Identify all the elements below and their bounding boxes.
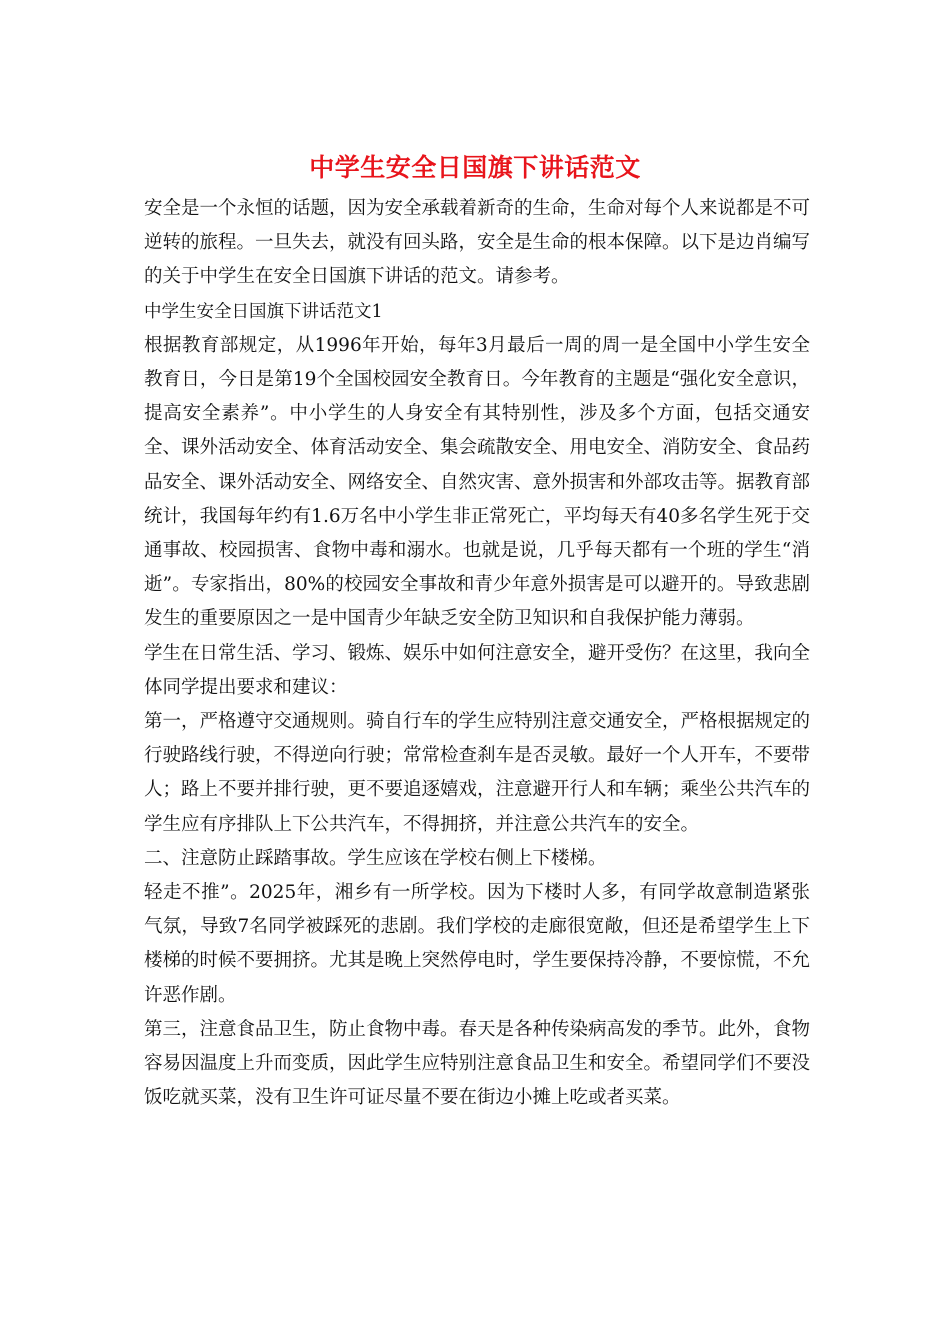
body-paragraph: 第三，注意食品卫生，防止食物中毒。春天是各种传染病高发的季节。此外，食物容易因温度上升而变质，因此学生应特别注意食品卫生和安全。希望同学们不要没饭吃就买菜，没有卫生许可证尽量不要在街边小摊上吃或者买菜。 <box>144 1018 811 1109</box>
document-body <box>144 192 810 1115</box>
document-title: 中学生安全日国旗下讲话范文 <box>309 153 641 182</box>
body-paragraph: 根据教育部规定，从1996年开始，每年3月最后一周的周一是全国中小学生安全教育日，今日是第19个全国校园安全教育日。今年教育的主题是“强化安全意识，提高安全素养”。中小学生的人身安全有其特别性，涉及多个方面，包括交通安全、课外活动安全、体育活动安全、集会疏散安全、用电安全、消防安全、食品药品安全、课外活动安全、网络安全、自然灾害、意外损害和外部攻击等。据教育部统计，我国每年约有1.6万名中小学生非正常死亡，平均每天有40多名学生死于交通事故、校园损害、食物中毒和溺水。也就是说，几乎每天都有一个班的学生“消逝”。专家指出，80%的校园安全事故和青少年意外损害是可以避开的。导致悲剧发生的重要原因之一是中国青少年缺乏安全防卫知识和自我保护能力薄弱。 <box>144 334 811 630</box>
section-heading: 中学生安全日国旗下讲话范文1 <box>144 301 383 322</box>
body-paragraph: 轻走不推”。2025年，湘乡有一所学校。因为下楼时人多，有同学故意制造紧张气氛，导致7名同学被踩死的悲剧。我们学校的走廊很宽敞，但还是希望学生上下楼梯的时候不要拥挤。尤其是晚上突然停电时，学生要保持冷静，不要惊慌，不允许恶作剧。 <box>144 882 811 1006</box>
intro-paragraph: 安全是一个永恒的话题，因为安全承载着新奇的生命，生命对每个人来说都是不可逆转的旅程。一旦失去，就没有回头路，安全是生命的根本保障。以下是边肖编写的关于中学生在安全日国旗下讲话的范文。请参考。 <box>144 198 811 288</box>
body-paragraph: 二、注意防止踩踏事故。学生应该在学校右侧上下楼梯。 <box>144 847 607 869</box>
body-paragraph: 第一，严格遵守交通规则。骑自行车的学生应特别注意交通安全，严格根据规定的行驶路线行驶，不得逆向行驶；常常检查刹车是否灵敏。最好一个人开车，不要带人；路上不要并排行驶，更不要追逐嬉戏，注意避开行人和车辆；乘坐公共汽车的学生应有序排队上下公共汽车，不得拥挤，并注意公共汽车的安全。 <box>144 711 811 835</box>
body-paragraph: 学生在日常生活、学习、锻炼、娱乐中如何注意安全，避开受伤？在这里，我向全体同学提出要求和建议： <box>144 642 811 698</box>
